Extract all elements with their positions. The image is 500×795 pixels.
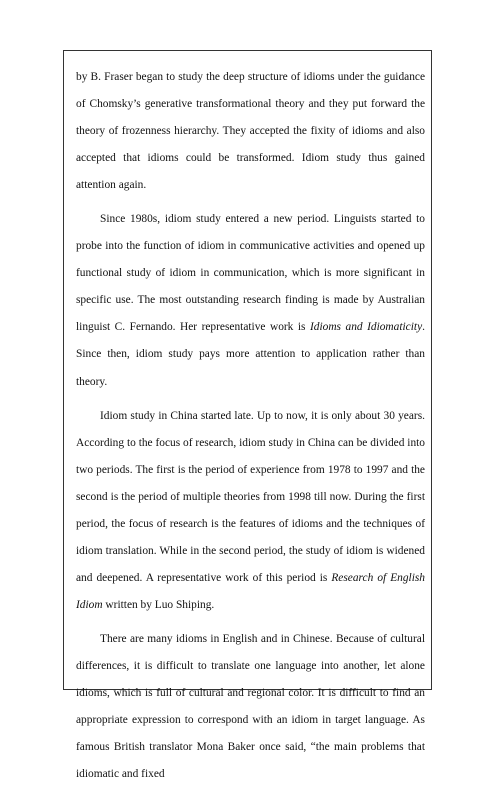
paragraph-3-text: Idiom study in China started late. Up to now, it is only about 30 years. According to the focus of research, idiom study in China can be divided into two periods. The first is the period of experience from 1978 to 1997 and the second is the period of multiple theories from 1998 till now. During the first period, the focus of research is the features of idioms and the techniques of idiom translation. While in the second period, the study of idiom is widened and deepened. A representative work of this period is [76, 409, 425, 584]
book-title-research-of-english-idiom: Research of English Idiom [76, 571, 425, 611]
book-title-idioms-and-idiomaticity: Idioms and Idiomaticity [309, 321, 423, 334]
body-text [76, 64, 425, 795]
paragraph-2-text-end: . Since then, idiom study pays more attention to application rather than theory. [76, 321, 425, 388]
paragraph-1: by B. Fraser began to study the deep structure of idioms under the guidance of Chomsky’s generative transformational theory and they put forward the theory of frozenness hierarchy. They accepted the fixity of idioms and also accepted that idioms could be transformed. Idiom study thus gained attention again. [76, 71, 425, 192]
paragraph-3 [76, 403, 425, 619]
paragraph-2 [76, 206, 425, 395]
paragraph-3-text-end: written by Luo Shiping. [102, 598, 215, 611]
paragraph-4: There are many idioms in English and in Chinese. Because of cultural differences, it is difficult to translate one language into another, let alone idioms, which is full of cultural and regional color. It is difficult to find an appropriate expression to correspond with an idiom in target language. As famous British translator Mona Baker once said, “the main problems that idiomatic and fixed [76, 632, 425, 781]
paragraph-2-text: Since 1980s, idiom study entered a new period. Linguists started to probe into the function of idiom in communicative activities and opened up functional study of idiom in communication, which is more significant in specific use. The most outstanding research finding is made by Australian linguist C. Fernando. Her representative work is [76, 213, 425, 334]
